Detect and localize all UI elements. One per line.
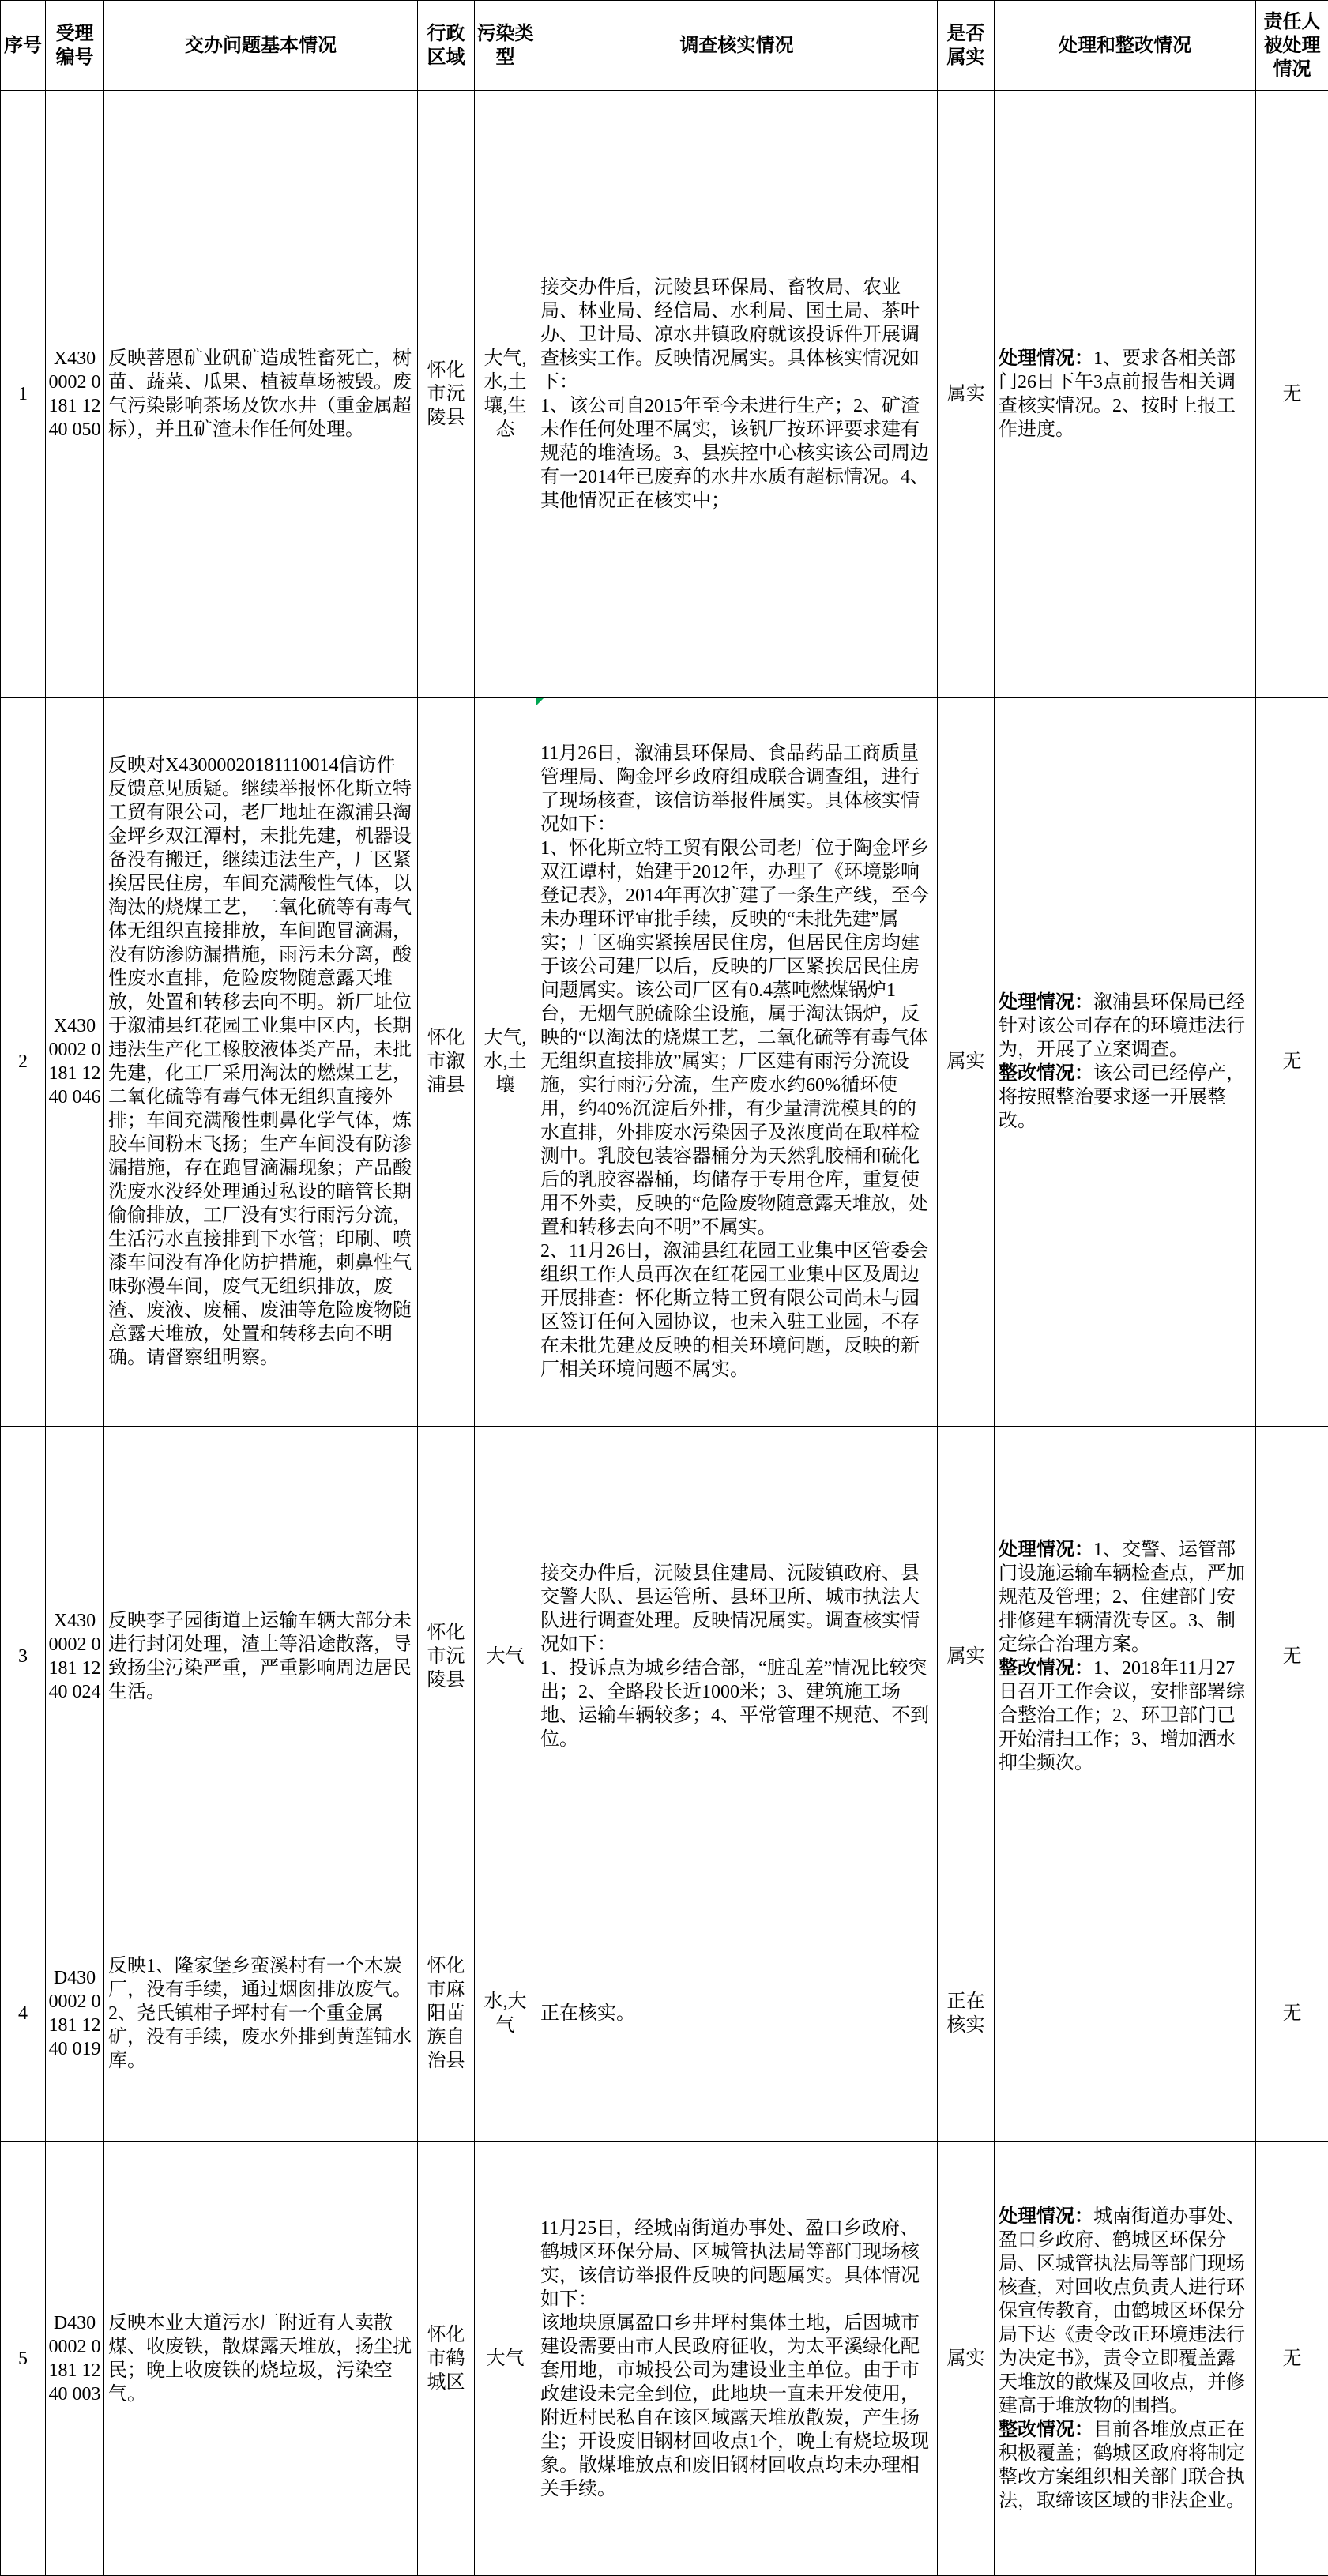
cell-verified: 属实 [938,698,995,1427]
cell-problem: 反映本业大道污水厂附近有人卖散煤、收废铁，散煤露天堆放，扬尘扰民；晚上收废铁的烧垃圾，污染空气。 [104,2142,418,2576]
cell-accountability: 无 [1256,2142,1328,2576]
cell-acceptance-id: D430 0002 0181 1240 003 [46,2142,104,2576]
handling-label: 整改情况： [999,1062,1093,1084]
cell-serial-number: 5 [1,2142,46,2576]
handling-paragraph: 整改情况：该公司已经停产，将按照整治要求逐一开展整改。 [999,1062,1251,1133]
green-corner-marker [536,698,544,705]
cell-verified: 属实 [938,1427,995,1886]
cell-accountability: 无 [1256,698,1328,1427]
cell-serial-number: 2 [1,698,46,1427]
cell-verified: 属实 [938,2142,995,2576]
cell-verified: 属实 [938,91,995,698]
cell-pollution-type: 大气 [475,1427,536,1886]
handling-label: 处理情况： [999,348,1093,369]
table-row [1,698,1328,1427]
cell-serial-number: 3 [1,1427,46,1886]
cell-region: 怀化市麻阳苗族自治县 [418,1886,475,2142]
cell-handling [995,91,1256,698]
handling-paragraph: 处理情况：溆浦县环保局已经针对该公司存在的环境违法行为，开展了立案调查。 [999,991,1251,1062]
column-header-1: 受理编号 [46,1,104,91]
cell-acceptance-id: X430 0002 0181 1240 050 [46,91,104,698]
cell-serial-number: 4 [1,1886,46,2142]
table-row [1,1886,1328,2142]
investigation-paragraph: 该地块原属盈口乡井坪村集体土地，后因城市建设需要由市人民政府征收，为太平溪绿化配套用地，市城投公司为建设业主单位。由于市政建设未完全到位，此地块一直未开发使用，附近村民私自在该区域露天堆放散炭，产生扬尘；开设废旧钢材回收点1个，晚上有烧垃圾现象。散煤堆放点和废旧钢材回收点均未办理相关手续。 [540,2311,933,2501]
handling-label: 处理情况： [999,991,1093,1013]
cell-acceptance-id: X430 0002 0181 1240 024 [46,1427,104,1886]
header-row [1,1,1328,91]
column-header-3: 行政区域 [418,1,475,91]
table-row [1,2142,1328,2576]
cell-pollution-type: 大气,水,土壤 [475,698,536,1427]
cell-handling [995,1886,1256,2142]
column-header-5: 调查核实情况 [536,1,938,91]
investigation-paragraph: 11月26日，溆浦县环保局、食品药品工商质量管理局、陶金坪乡政府组成联合调查组，进行了现场核查，该信访举报件属实。具体核实情况如下： [540,742,933,837]
cell-pollution-type: 水,大气 [475,1886,536,2142]
investigation-paragraph: 1、该公司自2015年至今未进行生产；2、矿渣未作任何处理不属实，该钒厂按环评要求建有规范的堆渣场。3、县疾控中心核实该公司周边有一2014年已废弃的水井水质有超标情况。4、其他情况正在核实中； [540,394,933,513]
cell-region: 怀化市沅陵县 [418,91,475,698]
column-header-0: 序号 [1,1,46,91]
cell-handling [995,2142,1256,2576]
table-body [1,91,1328,2576]
column-header-6: 是否属实 [938,1,995,91]
cell-investigation [536,2142,938,2576]
table-row [1,91,1328,698]
cell-acceptance-id: X430 0002 0181 1240 046 [46,698,104,1427]
handling-label: 整改情况： [999,2419,1093,2440]
investigation-paragraph: 1、投诉点为城乡结合部，“脏乱差”情况比较突出；2、全路段长近1000米；3、建筑施工场地、运输车辆较多；4、平常管理不规范、不到位。 [540,1657,933,1751]
cell-handling [995,1427,1256,1886]
handling-label: 处理情况： [999,2206,1093,2227]
investigation-paragraph: 11月25日，经城南街道办事处、盈口乡政府、鹤城区环保分局、区城管执法局等部门现场核实，该信访举报件反映的问题属实。具体情况如下： [540,2217,933,2311]
handling-label: 整改情况： [999,1657,1093,1679]
cell-accountability: 无 [1256,1886,1328,2142]
column-header-8: 责任人被处理情况 [1256,1,1328,91]
cell-pollution-type: 大气,水,土壤,生态 [475,91,536,698]
handling-paragraph: 处理情况：1、要求各相关部门26日下午3点前报告相关调查核实情况。2、按时上报工作进度。 [999,347,1251,442]
investigation-paragraph: 正在核实。 [540,2002,933,2025]
column-header-2: 交办问题基本情况 [104,1,418,91]
cell-problem: 反映菩恩矿业矾矿造成牲畜死亡，树苗、蔬菜、瓜果、植被草场被毁。废气污染影响茶场及饮水井（重金属超标），并且矿渣未作任何处理。 [104,91,418,698]
handling-paragraph: 处理情况：1、交警、运管部门设施运输车辆检查点，严加规范及管理；2、住建部门安排修建车辆清洗专区。3、制定综合治理方案。 [999,1538,1251,1657]
cell-problem: 反映李子园街道上运输车辆大部分未进行封闭处理，渣土等沿途散落，导致扬尘污染严重，严重影响周边居民生活。 [104,1427,418,1886]
handling-paragraph: 整改情况：目前各堆放点正在积极覆盖；鹤城区政府将制定整改方案组织相关部门联合执法，取缔该区域的非法企业。 [999,2418,1251,2513]
cell-pollution-type: 大气 [475,2142,536,2576]
investigation-paragraph: 1、怀化斯立特工贸有限公司老厂位于陶金坪乡双江谭村，始建于2012年，办理了《环境影响登记表》，2014年再次扩建了一条生产线，至今未办理环评审批手续，反映的“未批先建”属实；厂区确实紧挨居民住房，但居民住房均建于该公司建厂以后，反映的厂区紧挨居民住房问题属实。该公司厂区有0.4蒸吨燃煤锅炉1台，无烟气脱硫除尘设施，属于淘汰锅炉，反映的“以淘汰的烧煤工艺，二氧化硫等有毒气体无组织直接排放”属实；厂区建有雨污分流设施，实行雨污分流，生产废水约60%循环使用，约40%沉淀后外排，有少量清洗模具的的水直排，外排废水污染因子及浓度尚在取样检测中。乳胶包装容器桶分为天然乳胶桶和硫化后的乳胶容器桶，均储存于专用仓库，重复使用不外卖，反映的“危险废物随意露天堆放，处置和转移去向不明”不属实。 [540,837,933,1239]
handling-label: 处理情况： [999,1539,1093,1560]
table-header [1,1,1328,91]
investigation-paragraph: 接交办件后，沅陵县住建局、沅陵镇政府、县交警大队、县运管所、县环卫所、城市执法大队进行调查处理。反映情况属实。调查核实情况如下： [540,1562,933,1657]
cell-serial-number: 1 [1,91,46,698]
column-header-7: 处理和整改情况 [995,1,1256,91]
cell-problem: 反映1、隆家堡乡蛮溪村有一个木炭厂，没有手续，通过烟囱排放废气。2、尧氏镇柑子坪村有一个重金属矿，没有手续，废水外排到黄莲铺水库。 [104,1886,418,2142]
cell-investigation [536,1427,938,1886]
table-row [1,1427,1328,1886]
cell-problem: 反映对X43000020181110014信访件反馈意见质疑。继续举报怀化斯立特工贸有限公司，老厂地址在溆浦县淘金坪乡双江潭村，未批先建，机器设备没有搬迁，继续违法生产，厂区紧挨居民住房，车间充满酸性气体，以淘汰的烧煤工艺，二氧化硫等有毒气体无组织直接排放，车间跑冒滴漏，没有防渗防漏措施，雨污未分离，酸性废水直排，危险废物随意露天堆放，处置和转移去向不明。新厂址位于溆浦县红花园工业集中区内，长期违法生产化工橡胶液体类产品，未批先建，化工厂采用淘汰的燃煤工艺，二氧化硫等有毒气体无组织直接外排；车间充满酸性刺鼻化学气体，炼胶车间粉末飞扬；生产车间没有防渗漏措施，存在跑冒滴漏现象；产品酸洗废水没经处理通过私设的暗管长期偷偷排放，工厂没有实行雨污分流，生活污水直接排到下水管；印刷、喷漆车间没有净化防护措施，刺鼻性气味弥漫车间，废气无组织排放，废渣、废液、废桶、废油等危险废物随意露天堆放，处置和转移去向不明确。请督察组明察。 [104,698,418,1427]
handling-paragraph: 整改情况：1、2018年11月27日召开工作会议，安排部署综合整治工作；2、环卫部门已开始清扫工作；3、增加洒水抑尘频次。 [999,1657,1251,1775]
cell-accountability: 无 [1256,1427,1328,1886]
cell-region: 怀化市溆浦县 [418,698,475,1427]
cell-investigation [536,1886,938,2142]
cell-verified: 正在核实 [938,1886,995,2142]
cell-region: 怀化市沅陵县 [418,1427,475,1886]
cell-region: 怀化市鹤城区 [418,2142,475,2576]
column-header-4: 污染类型 [475,1,536,91]
investigation-paragraph: 2、11月26日，溆浦县红花园工业集中区管委会组织工作人员再次在红花园工业集中区及周边开展排查：怀化斯立特工贸有限公司尚未与园区签订任何入园协议，也未入驻工业园，不存在未批先建及反映的相关环境问题，反映的新厂相关环境问题不属实。 [540,1239,933,1382]
cell-investigation [536,698,938,1427]
cell-accountability: 无 [1256,91,1328,698]
handling-paragraph: 处理情况：城南街道办事处、盈口乡政府、鹤城区环保分局、区城管执法局等部门现场核查，对回收点负责人进行环保宣传教育，由鹤城区环保分局下达《责令改正环境违法行为决定书》，责令立即覆盖露天堆放的散煤及回收点，并修建高于堆放物的围挡。 [999,2205,1251,2418]
investigation-paragraph: 接交办件后，沅陵县环保局、畜牧局、农业局、林业局、经信局、水利局、国土局、茶叶办、卫计局、凉水井镇政府就该投诉件开展调查核实工作。反映情况属实。具体核实情况如下： [540,276,933,394]
cell-acceptance-id: D430 0002 0181 1240 019 [46,1886,104,2142]
cell-handling [995,698,1256,1427]
cell-investigation [536,91,938,698]
